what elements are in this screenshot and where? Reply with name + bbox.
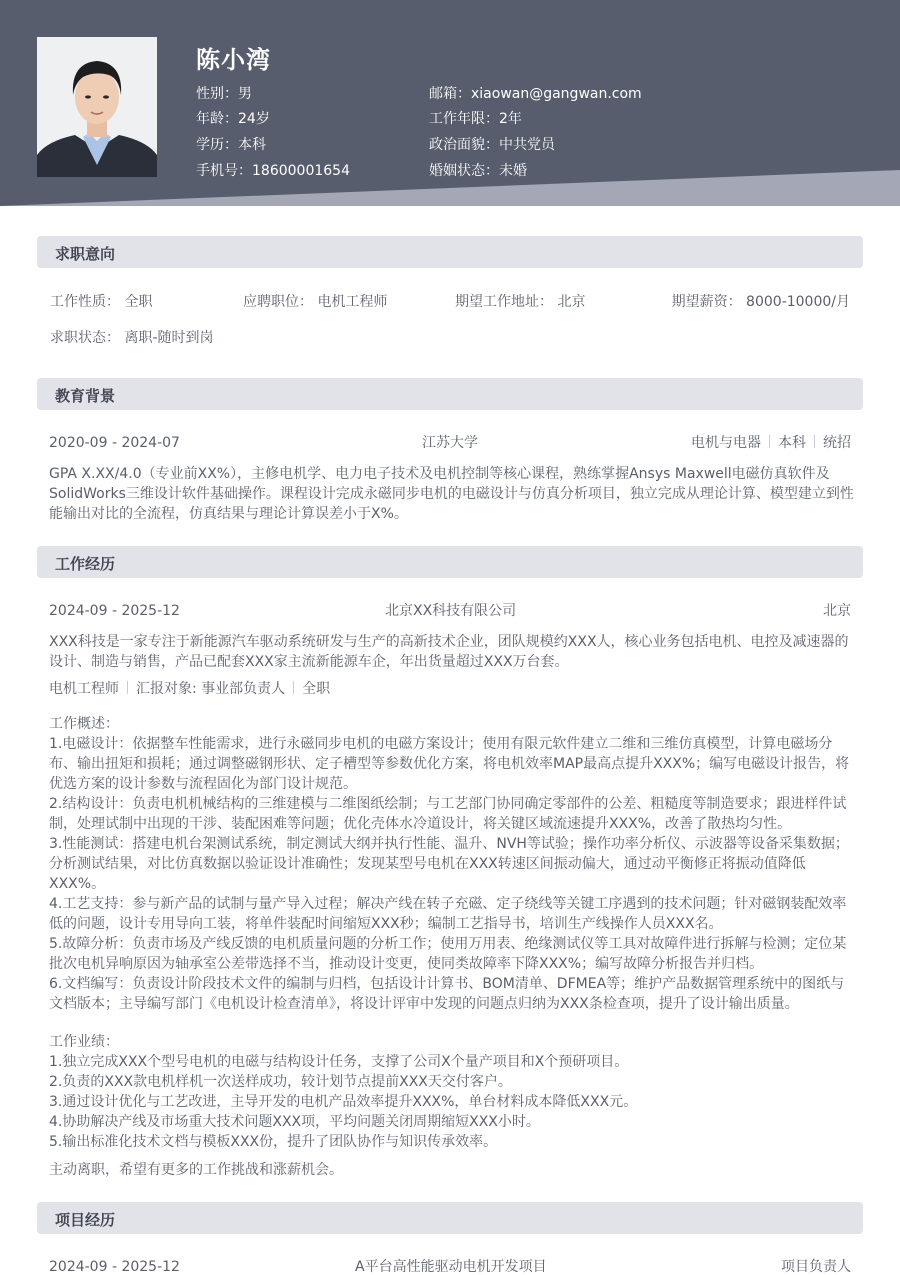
- avatar-photo: [37, 37, 157, 177]
- section-title-education: 教育背景: [55, 387, 116, 405]
- email-info: 邮箱：xiaowan@gangwan.com: [429, 86, 642, 102]
- section-work: [37, 546, 863, 578]
- work-overview: [49, 714, 854, 1014]
- intent-location: 期望工作地址： 北京: [455, 294, 586, 310]
- project-role: 项目负责人: [781, 1259, 851, 1275]
- education-type: 统招: [823, 435, 851, 451]
- work-role: 电机工程师: [49, 681, 119, 697]
- project-period: 2024-09 - 2025-12: [49, 1259, 180, 1275]
- education-school: 江苏大学: [422, 435, 478, 451]
- achievement-item: 3.通过设计优化与工艺改进，主导开发的电机产品效率提升XXX%，单台材料成本降低XXX元。: [49, 1094, 638, 1110]
- intent-position: 应聘职位： 电机工程师: [243, 294, 388, 310]
- education-info: 学历：本科: [196, 137, 266, 153]
- work-type: 全职: [302, 681, 331, 697]
- phone-info: 手机号：18600001654: [196, 163, 350, 179]
- work-meta: [49, 680, 330, 698]
- company-description: XXX科技是一家专注于新能源汽车驱动系统研发与生产的高新技术企业，团队规模约XXX人，核心业务包括电机、电控及减速器的设计、制造与销售，产品已配套XXX家主流新能源车企，年出货量超过XXX万台套。: [49, 634, 849, 670]
- duty-item: 4.工艺支持：参与新产品的试制与量产导入过程；解决产线在转子充磁、定子绕线等关键工序遇到的技术问题；针对磁钢装配效率低的问题，设计专用导向工装，将单件装配时间缩短XXX秒；编制工艺指导书，培训生产线操作人员XXX名。: [49, 896, 847, 932]
- project-name: A平台高性能驱动电机开发项目: [355, 1259, 547, 1275]
- resume-header: [0, 0, 900, 206]
- education-major: 电机与电器: [691, 435, 761, 451]
- achievement-item: 1.独立完成XXX个型号电机的电磁与结构设计任务，支撑了公司X个量产项目和X个预研项目。: [49, 1054, 629, 1070]
- section-title-work: 工作经历: [55, 555, 116, 573]
- section-education: [37, 378, 863, 410]
- work-report: 汇报对象: 事业部负责人: [136, 681, 286, 697]
- achievement-item: 5.输出标准化技术文档与模板XXX份，提升了团队协作与知识传承效率。: [49, 1134, 498, 1150]
- political-info: 政治面貌：中共党员: [429, 137, 555, 153]
- duty-item: 1.电磁设计：依据整车性能需求，进行永磁同步电机的电磁方案设计；使用有限元软件建立二维和三维仿真模型，计算电磁场分布、输出扭矩和损耗；通过调整磁钢形状、定子槽型等参数优化方案，将电机效率MAP最高点提升XXX%；编写电磁设计报告，将优选方案的设计参数与流程固化为部门设计规范。: [49, 736, 850, 792]
- marital-info: 婚姻状态：未婚: [429, 163, 527, 179]
- work-achievements: [49, 1032, 854, 1152]
- section-title-intent: 求职意向: [55, 245, 116, 263]
- age-info: 年龄：24岁: [196, 111, 270, 127]
- divider: [814, 435, 815, 448]
- section-intent: [37, 236, 863, 268]
- gender-info: 性别：男: [196, 86, 252, 102]
- candidate-name: 陈小湾: [196, 46, 271, 74]
- divider: [293, 681, 294, 694]
- overview-title: 工作概述：: [49, 716, 119, 732]
- leave-reason: 主动离职，希望有更多的工作挑战和涨薪机会。: [49, 1162, 343, 1178]
- duty-item: 2.结构设计：负责电机机械结构的三维建模与二维图纸绘制；与工艺部门协同确定零部件的公差、粗糙度等制造要求；跟进样件试制，处理试制中出现的干涉、装配困难等问题；优化壳体水冷道设计，将关键区域流速提升XXX%，改善了散热均匀性。: [49, 796, 847, 832]
- section-title-project: 项目经历: [55, 1211, 116, 1229]
- duty-item: 3.性能测试：搭建电机台架测试系统，制定测试大纲并执行性能、温升、NVH等试验；操作功率分析仪、示波器等设备采集数据；分析测试结果，对比仿真数据以验证设计准确性；发现某型号电机在XXX转速区间振动偏大，通过动平衡修正将振动值降低XXX%。: [49, 836, 849, 892]
- duty-item: 6.文档编写：负责设计阶段技术文件的编制与归档，包括设计计算书、BOM清单、DFMEA等；维护产品数据管理系统中的图纸与文档版本；主导编写部门《电机设计检查清单》，将设计评审中发现的问题点归纳为XXX条检查项，提升了设计输出质量。: [49, 976, 845, 1012]
- education-degree: 本科: [778, 435, 806, 451]
- education-description: GPA X.XX/4.0（专业前XX%），主修电机学、电力电子技术及电机控制等核心课程，熟练掌握Ansys Maxwell电磁仿真软件及SolidWorks三维设计软件基础操作。课程设计完成永磁同步电机的电磁设计与仿真分析项目，独立完成从理论计算、模型建立到性能输出对比的全流程，仿真结果与理论计算误差小于X%。: [49, 466, 854, 522]
- achievement-title: 工作业绩：: [49, 1034, 119, 1050]
- work-period: 2024-09 - 2025-12: [49, 603, 180, 619]
- years-info: 工作年限：2年: [429, 111, 522, 127]
- education-meta: [691, 434, 851, 452]
- section-project: [37, 1202, 863, 1234]
- intent-nature: 工作性质： 全职: [50, 294, 153, 310]
- divider: [127, 681, 128, 694]
- achievement-item: 4.协助解决产线及市场重大技术问题XXX项，平均问题关闭周期缩短XXX小时。: [49, 1114, 540, 1130]
- achievement-item: 2.负责的XXX款电机样机一次送样成功，较计划节点提前XXX天交付客户。: [49, 1074, 512, 1090]
- work-company: 北京XX科技有限公司: [385, 603, 517, 619]
- education-period: 2020-09 - 2024-07: [49, 435, 180, 451]
- work-city: 北京: [823, 603, 851, 619]
- intent-status: 求职状态： 离职-随时到岗: [50, 330, 214, 346]
- divider: [769, 435, 770, 448]
- duty-item: 5.故障分析：负责市场及产线反馈的电机质量问题的分析工作；使用万用表、绝缘测试仪等工具对故障件进行拆解与检测；定位某批次电机异响原因为轴承室公差带选择不当，推动设计变更，使同类故障率下降XXX%；编写故障分析报告并归档。: [49, 936, 847, 972]
- intent-salary: 期望薪资： 8000-10000/月: [671, 294, 850, 310]
